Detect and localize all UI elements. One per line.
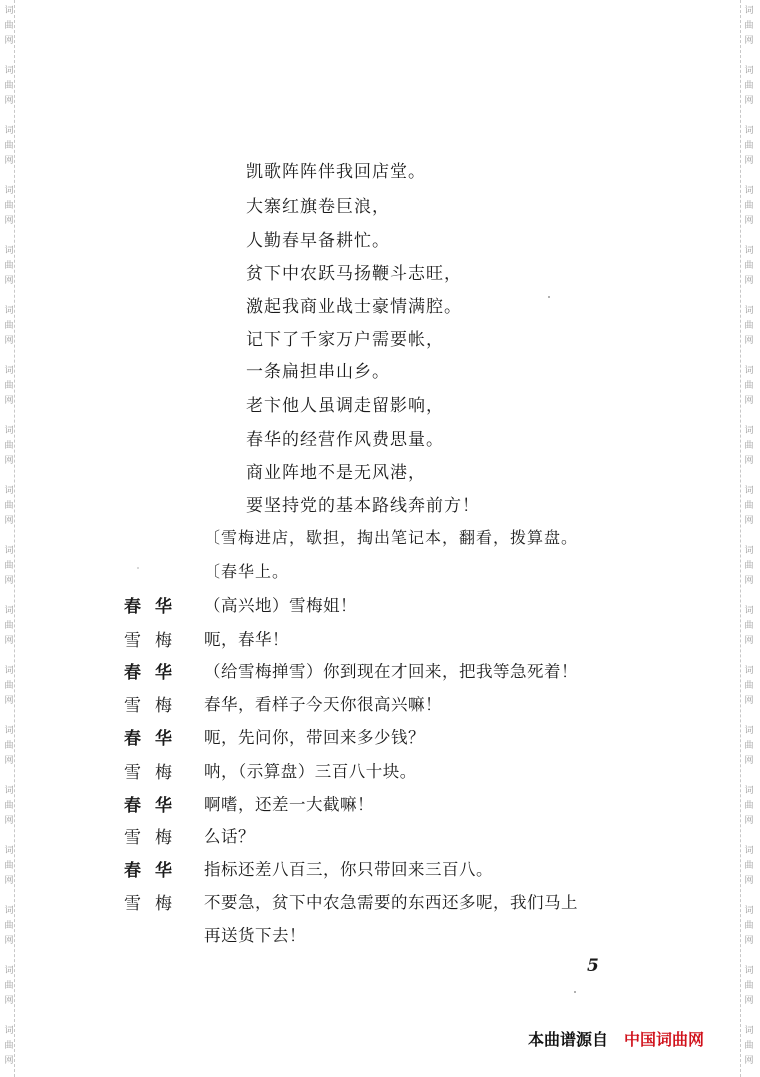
- watermark-stamp: 词 曲 网: [4, 606, 14, 646]
- watermark-stamp: 词 曲 网: [4, 306, 14, 346]
- verse-line: 大寨红旗卷巨浪，: [246, 197, 390, 217]
- speaker-label: 春 华: [124, 729, 172, 749]
- left-watermark-column: [2, 0, 16, 1077]
- speaker-label: 雪 梅: [124, 696, 172, 716]
- page-number: 5: [587, 956, 599, 976]
- dialogue-line: 春华，看样子今天你很高兴嘛！: [204, 695, 442, 714]
- watermark-stamp: 词 曲 网: [4, 666, 14, 706]
- dialogue-line: 啊嗜，还差一大截嘛！: [204, 795, 374, 814]
- watermark-stamp: 词 曲 网: [4, 6, 14, 46]
- speaker-label: 雪 梅: [124, 828, 172, 848]
- source-footer: [528, 1027, 704, 1050]
- watermark-stamp: 词 曲 网: [744, 366, 754, 406]
- watermark-stamp: 词 曲 网: [4, 66, 14, 106]
- speaker-label: 春 华: [124, 861, 172, 881]
- watermark-stamp: 词 曲 网: [744, 906, 754, 946]
- watermark-stamp: 词 曲 网: [744, 726, 754, 766]
- dialogue-line: 不要急，贫下中农急需要的东西还多呢，我们马上: [204, 893, 578, 912]
- watermark-stamp: 词 曲 网: [744, 6, 754, 46]
- dialogue-line: 呐，（示算盘）三百八十块。: [204, 762, 417, 781]
- verse-line: 贫下中农跃马扬鞭斗志旺，: [246, 264, 462, 284]
- watermark-stamp: 词 曲 网: [4, 366, 14, 406]
- scan-speck: [574, 991, 576, 993]
- watermark-stamp: 词 曲 网: [4, 966, 14, 1006]
- speaker-label: 雪 梅: [124, 631, 172, 651]
- watermark-stamp: 词 曲 网: [744, 66, 754, 106]
- watermark-stamp: 词 曲 网: [744, 846, 754, 886]
- verse-line: 商业阵地不是无风港，: [246, 463, 426, 483]
- watermark-stamp: 词 曲 网: [4, 426, 14, 466]
- dialogue-line: 么话？: [204, 827, 255, 846]
- watermark-stamp: 词 曲 网: [744, 1026, 754, 1066]
- watermark-stamp: 词 曲 网: [744, 966, 754, 1006]
- watermark-stamp: 词 曲 网: [744, 426, 754, 466]
- verse-line: 人勤春早备耕忙。: [246, 231, 390, 251]
- verse-line: 要坚持党的基本路线奔前方！: [246, 496, 480, 516]
- watermark-stamp: 词 曲 网: [4, 186, 14, 226]
- stage-direction: 〔春华上。: [204, 562, 290, 581]
- watermark-stamp: 词 曲 网: [4, 486, 14, 526]
- verse-line: 记下了千家万户需要帐，: [246, 330, 444, 350]
- watermark-stamp: 词 曲 网: [4, 246, 14, 286]
- watermark-stamp: 词 曲 网: [4, 906, 14, 946]
- dialogue-continuation: 再送货下去！: [204, 926, 306, 945]
- watermark-stamp: 词 曲 网: [744, 546, 754, 586]
- dialogue-line: （给雪梅掸雪）你到现在才回来，把我等急死着！: [204, 662, 578, 681]
- verse-line: 激起我商业战士豪情满腔。: [246, 297, 462, 317]
- site-name: 中国词曲网: [624, 1030, 705, 1049]
- speaker-label: 雪 梅: [124, 763, 172, 783]
- watermark-stamp: 词 曲 网: [4, 126, 14, 166]
- watermark-stamp: 词 曲 网: [744, 486, 754, 526]
- dialogue-line: 呃，先问你，带回来多少钱？: [204, 728, 425, 747]
- stage-direction: 〔雪梅进店，歇担，掏出笔记本，翻看，拨算盘。: [204, 528, 579, 547]
- watermark-stamp: 词 曲 网: [4, 786, 14, 826]
- watermark-stamp: 词 曲 网: [744, 246, 754, 286]
- watermark-stamp: 词 曲 网: [4, 1026, 14, 1066]
- watermark-stamp: 词 曲 网: [744, 126, 754, 166]
- watermark-stamp: 词 曲 网: [4, 726, 14, 766]
- right-watermark-column: [742, 0, 756, 1077]
- source-label: 本曲谱源自: [528, 1030, 609, 1049]
- speaker-label: 春 华: [124, 796, 172, 816]
- speaker-label: 春 华: [124, 597, 172, 617]
- verse-line: 老卞他人虽调走留影响，: [246, 396, 444, 416]
- speaker-label: 春 华: [124, 663, 172, 683]
- dialogue-line: （高兴地）雪梅姐！: [204, 596, 357, 615]
- watermark-stamp: 词 曲 网: [4, 846, 14, 886]
- speaker-label: 雪 梅: [124, 894, 172, 914]
- verse-line: 凯歌阵阵伴我回店堂。: [246, 162, 426, 182]
- scan-speck: [137, 567, 139, 569]
- watermark-stamp: 词 曲 网: [744, 306, 754, 346]
- watermark-stamp: 词 曲 网: [744, 666, 754, 706]
- watermark-stamp: 词 曲 网: [744, 606, 754, 646]
- dialogue-line: 呃，春华！: [204, 630, 289, 649]
- watermark-stamp: 词 曲 网: [4, 546, 14, 586]
- watermark-stamp: 词 曲 网: [744, 786, 754, 826]
- verse-line: 一条扁担串山乡。: [246, 362, 390, 382]
- scan-speck: [548, 296, 550, 298]
- verse-line: 春华的经营作风费思量。: [246, 430, 444, 450]
- watermark-stamp: 词 曲 网: [744, 186, 754, 226]
- dialogue-line: 指标还差八百三，你只带回来三百八。: [204, 860, 493, 879]
